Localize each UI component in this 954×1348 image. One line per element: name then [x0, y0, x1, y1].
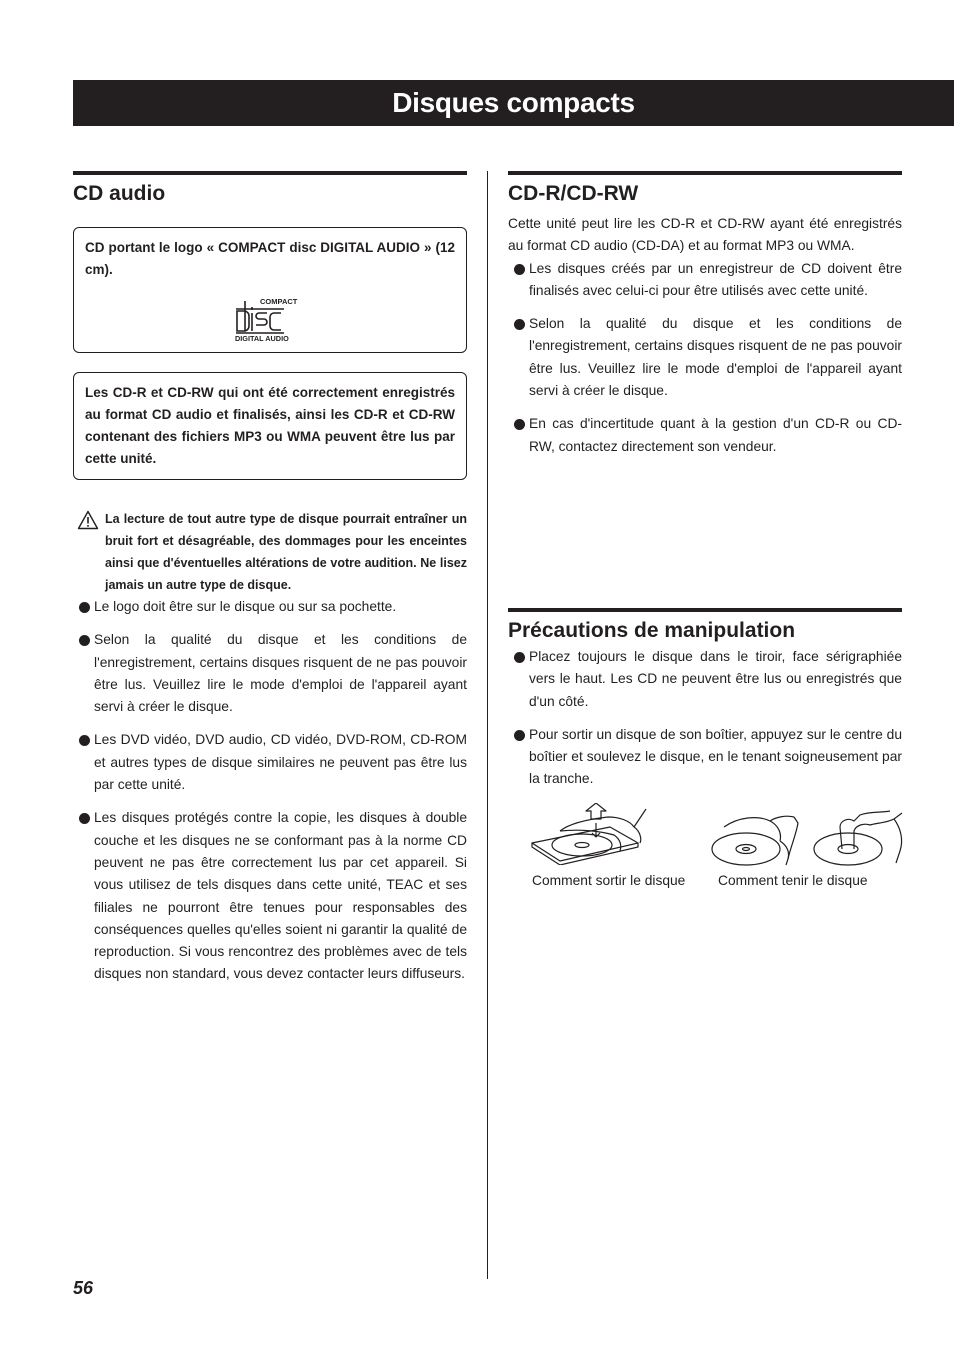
precautions-section	[508, 608, 902, 913]
hold-disc-edge-illustration-icon	[708, 811, 800, 867]
svg-text:DIGITAL AUDIO: DIGITAL AUDIO	[235, 334, 289, 343]
disc-handling-illustrations	[508, 803, 902, 913]
cdr-intro-paragraph: Cette unité peut lire les CD-R et CD-RW ayant été enregistrés au format CD audio (CD-DA) et au format MP3 ou WMA.	[508, 216, 902, 254]
list-item-text: Selon la qualité du disque et les conditions de l'enregistrement, certains disques risquent de ne pas pouvoir être lus. Veuillez lire le mode d'emploi de l'appareil ayant servi à créer le disque.	[529, 316, 902, 399]
right-column	[508, 171, 902, 469]
list-item	[508, 258, 902, 303]
list-item-text: Les DVD vidéo, DVD audio, CD vidéo, DVD-ROM, CD-ROM et autres types de disque similaires ne peuvent pas être lus par cette unité.	[94, 732, 467, 793]
bullet-dot-icon	[514, 419, 525, 430]
warning-triangle-icon	[77, 510, 99, 530]
bullet-dot-icon	[514, 652, 525, 663]
cdr-bullet-list	[508, 258, 902, 458]
bullet-dot-icon	[514, 319, 525, 330]
warning-notice	[73, 508, 467, 596]
list-item	[73, 629, 467, 718]
cdr-compatibility-box	[73, 372, 467, 480]
list-item	[508, 724, 902, 791]
column-divider	[487, 171, 488, 1279]
list-item-text: Les disques protégés contre la copie, les disques à double couche et les disques ne se conformant pas à la norme CD peuvent ne pas être correctement lus par cet appareil. Si vous utilisez de tels disques dans cette unité, TEAC et ses filiales ne pourront être tenues pour responsables des conséquences quelles qu'elles soient ni garantir la qualité de reproduction. Si vous rencontrez des problèmes avec de tels disques non standard, vous devez contacter leurs diffuseurs.	[94, 810, 467, 982]
section-heading-cdr-cdrw: CD-R/CD-RW	[508, 171, 902, 209]
list-item	[508, 646, 902, 713]
page-title: Disques compacts	[73, 80, 954, 126]
list-item	[73, 807, 467, 985]
list-item	[508, 313, 902, 402]
section-heading-precautions: Précautions de manipulation	[508, 608, 902, 646]
svg-text:COMPACT: COMPACT	[260, 297, 298, 306]
bullet-dot-icon	[514, 730, 525, 741]
list-item	[73, 596, 467, 618]
list-item-text: En cas d'incertitude quant à la gestion d'un CD-R ou CD-RW, contactez directement son vendeur.	[529, 416, 902, 454]
left-column	[73, 171, 467, 997]
list-item-text: Les disques créés par un enregistreur de CD doivent être finalisés avec celui-ci pour être utilisés avec cette unité.	[529, 260, 902, 298]
list-item-text: Le logo doit être sur le disque ou sur sa pochette.	[94, 599, 397, 614]
list-item	[508, 413, 902, 458]
remove-disc-illustration-icon	[530, 803, 650, 865]
warning-text: La lecture de tout autre type de disque pourrait entraîner un bruit fort et désagréable, des dommages pour les enceintes ainsi que d'éventuelles altérations de votre audition. Ne lisez jamais un autre type de disque.	[105, 512, 467, 592]
list-item-text: Placez toujours le disque dans le tiroir, face sérigraphiée vers le haut. Les CD ne peuvent être lus ou enregistrés que d'un côté.	[529, 649, 902, 709]
section-heading-cd-audio: CD audio	[73, 171, 467, 209]
cd-audio-bullet-list	[73, 596, 467, 986]
caption-hold-disc: Comment tenir le disque	[718, 872, 868, 888]
bullet-dot-icon	[79, 635, 90, 646]
list-item-text: Selon la qualité du disque et les conditions de l'enregistrement, certains disques risquent de ne pas pouvoir être lus. Veuillez lire le mode d'emploi de l'appareil ayant servi à créer le disque.	[94, 632, 467, 715]
cd-logo-description: CD portant le logo « COMPACT disc DIGITAL AUDIO » (12 cm).	[85, 240, 455, 277]
cdr-compatibility-text: Les CD-R et CD-RW qui ont été correctement enregistrés au format CD audio et finalisés, ainsi les CD-R et CD-RW contenant des fichiers MP3 ou WMA peuvent être lus par cette unité.	[85, 385, 455, 466]
list-item	[73, 729, 467, 796]
precautions-bullet-list	[508, 646, 902, 791]
caption-remove-disc: Comment sortir le disque	[532, 872, 686, 888]
bullet-dot-icon	[79, 735, 90, 746]
list-item-text: Pour sortir un disque de son boîtier, appuyez sur le centre du boîtier et soulevez le disque, en le tenant soigneusement par la tranche.	[529, 726, 902, 787]
bullet-dot-icon	[79, 813, 90, 824]
hold-disc-center-illustration-icon	[810, 809, 906, 867]
compact-disc-logo-icon	[234, 297, 308, 343]
page-number: 56	[73, 1278, 94, 1298]
bullet-dot-icon	[79, 602, 90, 613]
cd-logo-box	[73, 227, 467, 353]
bullet-dot-icon	[514, 264, 525, 275]
